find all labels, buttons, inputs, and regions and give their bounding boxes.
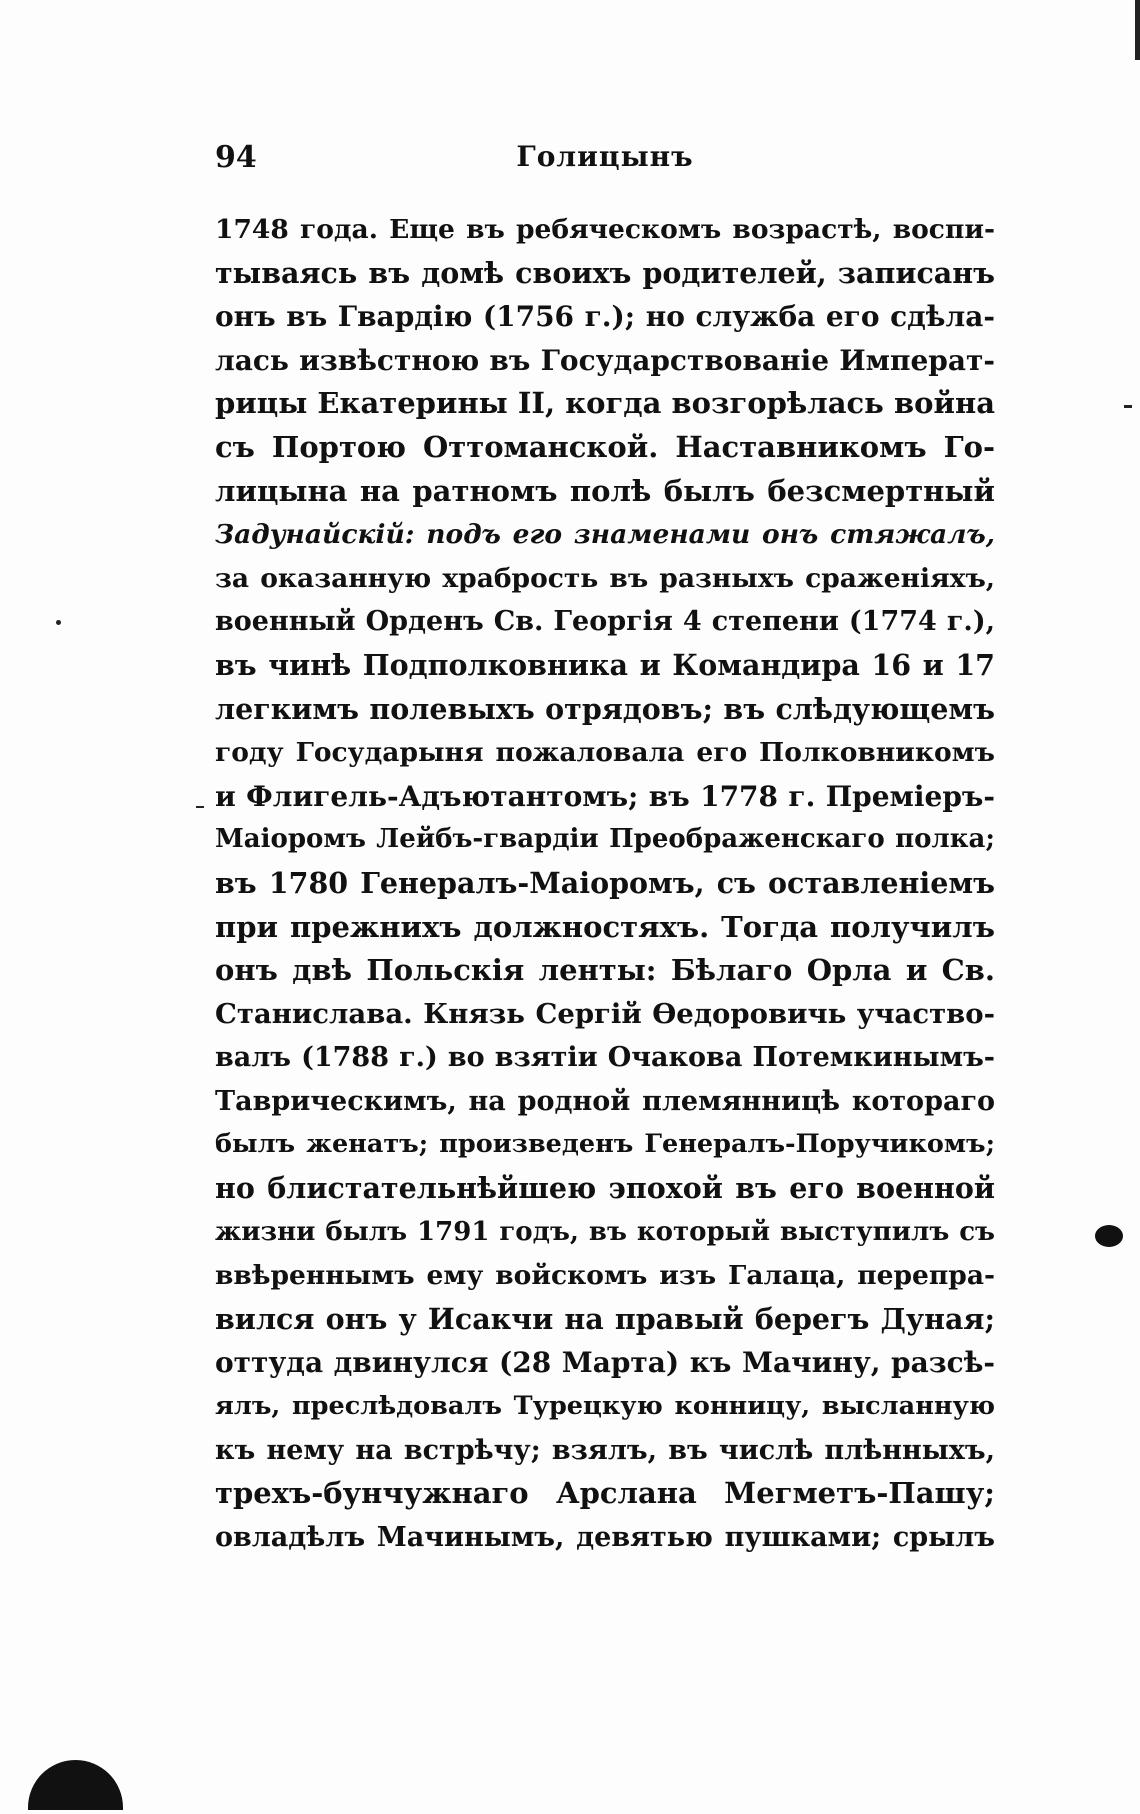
text-line: за оказанную храбрость въ разныхъ сраженіяхъ, bbox=[215, 562, 995, 594]
text-line: къ нему на встрѣчу; взялъ, въ числѣ плѣнныхъ, bbox=[215, 1434, 995, 1466]
text-line: овладѣлъ Мачинымъ, девятью пушками; срылъ bbox=[215, 1521, 995, 1553]
text-line: Таврическимъ, на родной племянницѣ котораго bbox=[215, 1085, 995, 1117]
text-line: военный Орденъ Св. Георгія 4 степени (1774 г.), bbox=[215, 606, 995, 638]
text-line: жизни былъ 1791 годъ, въ который выступилъ съ bbox=[215, 1216, 995, 1247]
text-line: легкимъ полевыхъ отрядовъ; въ слѣдующемъ bbox=[215, 691, 995, 726]
text-line: рицы Екатерины II, когда возгорѣлась война bbox=[215, 386, 995, 421]
text-line: но блистательнѣйшею эпохой въ его военной bbox=[215, 1171, 995, 1206]
text-line: онъ въ Гвардію (1756 г.); но служба его сдѣла- bbox=[215, 300, 995, 334]
text-line: въ чинѣ Подполковника и Командира 16 и 17 bbox=[215, 647, 995, 682]
ink-blot bbox=[1095, 1225, 1123, 1247]
body-text bbox=[215, 208, 995, 1559]
text-line: лицына на ратномъ полѣ былъ безсмертный bbox=[215, 473, 995, 508]
running-title: Голицынъ bbox=[516, 140, 694, 173]
page-edge-line bbox=[1135, 0, 1140, 60]
margin-speck bbox=[196, 806, 204, 808]
text-line: онъ двѣ Польскія ленты: Бѣлаго Орла и Св. bbox=[215, 953, 995, 988]
text-line: Задунайскій: подъ его знаменами онъ стяжалъ, bbox=[215, 519, 995, 551]
text-line: Маіоромъ Лейбъ-гвардіи Преображенскаго полка; bbox=[215, 824, 995, 855]
page-corner-shadow bbox=[28, 1760, 123, 1810]
text-line: трехъ-бунчужнаго Арслана Мегметъ-Пашу; bbox=[215, 1476, 995, 1511]
text-line: тываясь въ домѣ своихъ родителей, записанъ bbox=[215, 255, 995, 290]
text-line: въ 1780 Генералъ-Маіоромъ, съ оставленіемъ bbox=[215, 865, 995, 900]
text-line: ввѣреннымъ ему войскомъ изъ Галаца, перепра- bbox=[215, 1260, 995, 1292]
text-line: году Государыня пожаловала его Полковникомъ bbox=[215, 737, 995, 769]
text-line: ялъ, преслѣдовалъ Турецкую конницу, высланную bbox=[215, 1391, 995, 1422]
margin-speck bbox=[1124, 405, 1132, 408]
text-line: оттуда двинулся (28 Марта) къ Мачину, разсѣ- bbox=[215, 1346, 995, 1380]
text-line: и Флигель-Адъютантомъ; въ 1778 г. Премiеръ- bbox=[215, 779, 995, 813]
page-number: 94 bbox=[215, 140, 257, 175]
text-line: 1748 года. Еще въ ребяческомъ возрастѣ, воспи- bbox=[215, 214, 995, 245]
text-line: вился онъ у Исакчи на правый берегъ Дуная; bbox=[215, 1301, 995, 1336]
text-line: при прежнихъ должностяхъ. Тогда получилъ bbox=[215, 909, 995, 944]
text-line: былъ женатъ; произведенъ Генералъ-Поручикомъ; bbox=[215, 1129, 995, 1160]
text-line: съ Портою Оттоманской. Наставникомъ Го- bbox=[215, 429, 995, 464]
text-line: лась извѣстною въ Государствованіе Императ- bbox=[215, 343, 995, 377]
margin-speck bbox=[56, 620, 61, 625]
page-header bbox=[215, 140, 995, 190]
text-line: валъ (1788 г.) во взятіи Очакова Потемкинымъ- bbox=[215, 1042, 995, 1074]
text-line: Станислава. Князь Сергій Ѳедоровичь участво- bbox=[215, 997, 995, 1030]
